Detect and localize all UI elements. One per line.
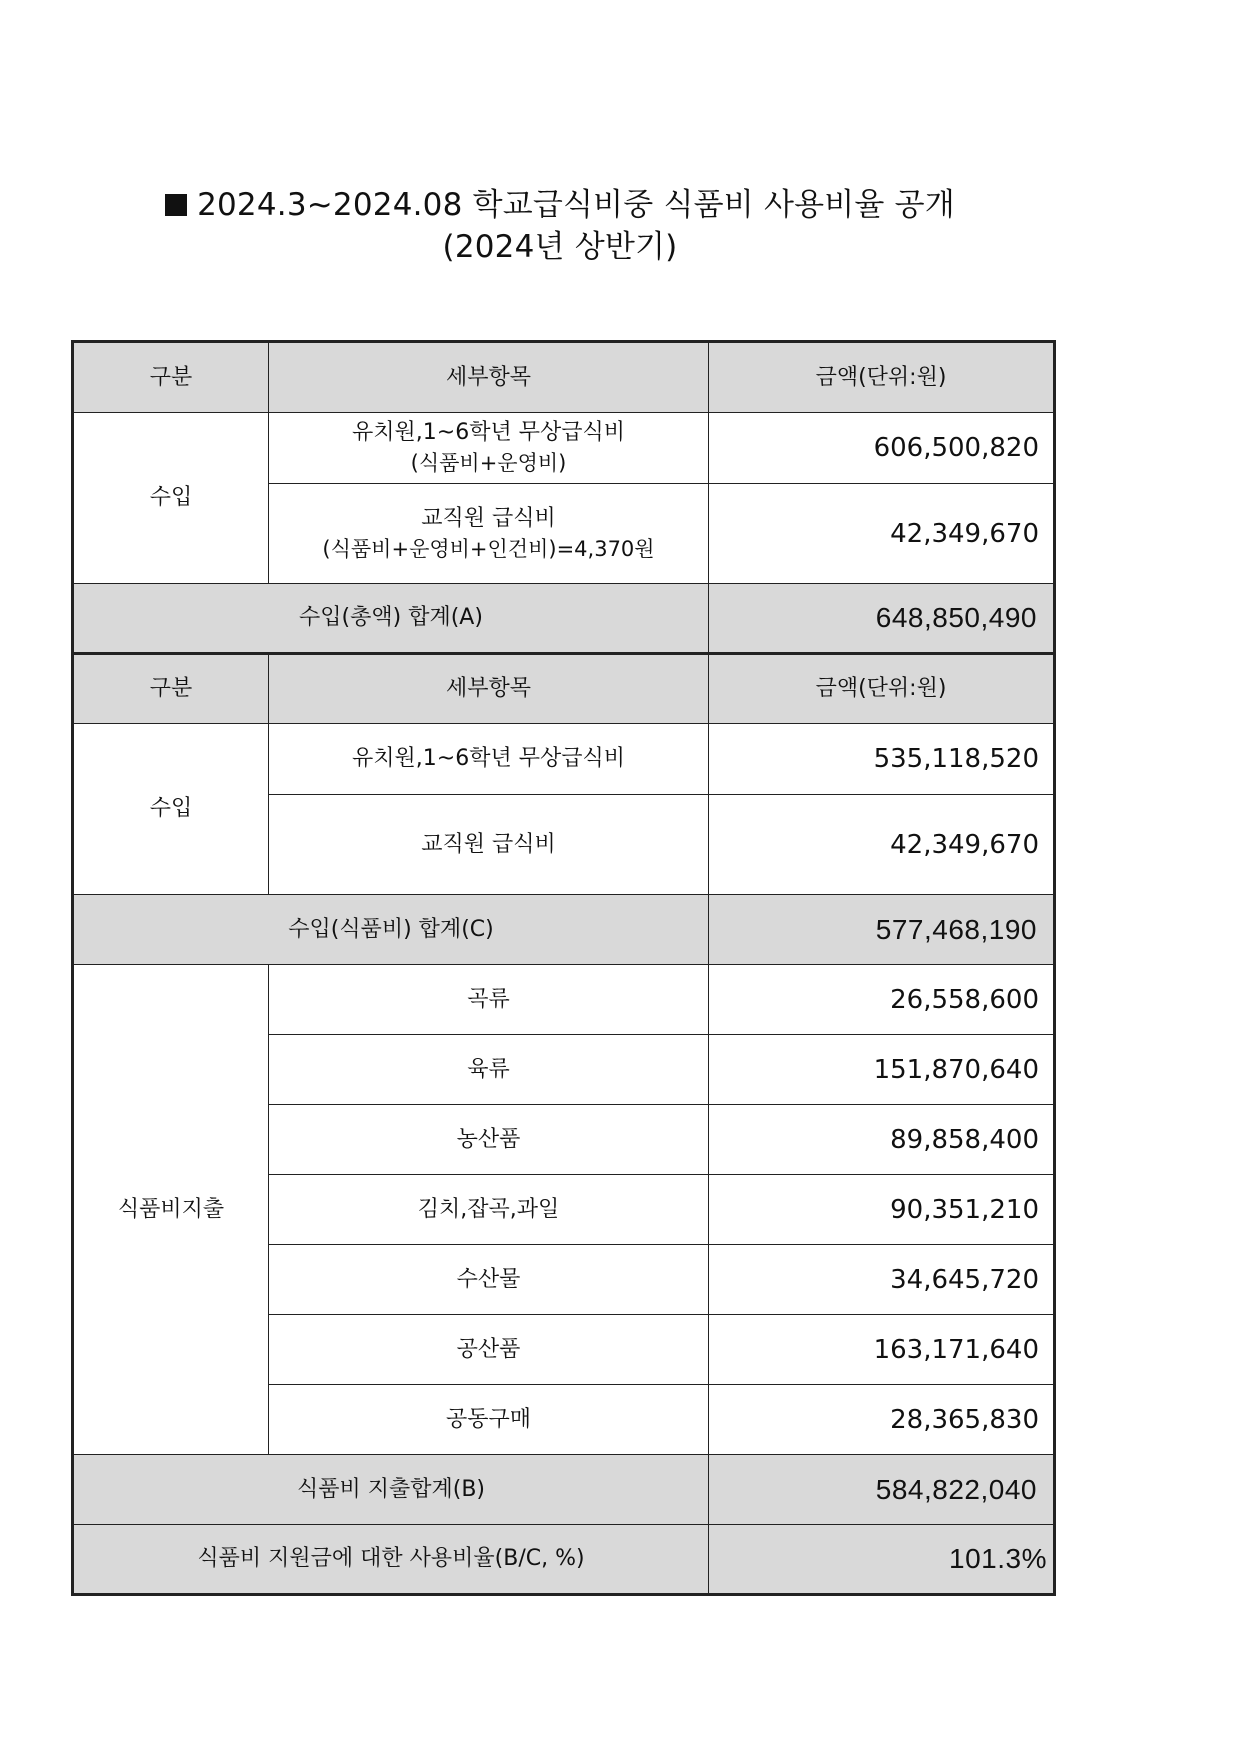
amount-cell: 606,500,820 [709, 413, 1055, 484]
header-category: 구분 [73, 342, 269, 413]
amount-cell: 28,365,830 [709, 1385, 1055, 1455]
title-line-2: (2024년 상반기) [442, 229, 678, 265]
food-expense-table [71, 340, 1056, 1596]
item-cell [269, 413, 709, 484]
item-line-2: (식품비+운영비) [410, 451, 567, 475]
expense-category-cell: 식품비지출 [73, 965, 269, 1455]
amount-cell: 26,558,600 [709, 965, 1055, 1035]
sum-row-c [73, 895, 1055, 965]
table-row [73, 965, 1055, 1035]
item-cell: 교직원 급식비 [269, 795, 709, 895]
header-category: 구분 [73, 654, 269, 724]
amount-cell: 535,118,520 [709, 724, 1055, 795]
sum-amount: 584,822,040 [709, 1455, 1055, 1525]
amount-cell: 42,349,670 [709, 484, 1055, 584]
ratio-row [73, 1525, 1055, 1595]
income-category-cell: 수입 [73, 724, 269, 895]
sum-row-b [73, 1455, 1055, 1525]
item-cell: 공동구매 [269, 1385, 709, 1455]
ratio-value: 101.3% [709, 1525, 1055, 1595]
item-cell: 유치원,1~6학년 무상급식비 [269, 724, 709, 795]
sum-label: 식품비 지출합계(B) [73, 1455, 709, 1525]
item-cell: 김치,잡곡,과일 [269, 1175, 709, 1245]
header-row [73, 342, 1055, 413]
header-amount: 금액(단위:원) [709, 654, 1055, 724]
sum-amount: 577,468,190 [709, 895, 1055, 965]
item-line-1: 교직원 급식비 [421, 505, 556, 531]
header-row [73, 654, 1055, 724]
header-amount: 금액(단위:원) [709, 342, 1055, 413]
item-cell: 공산품 [269, 1315, 709, 1385]
item-cell: 육류 [269, 1035, 709, 1105]
amount-cell: 89,858,400 [709, 1105, 1055, 1175]
income-category-cell: 수입 [73, 413, 269, 584]
sum-row-a [73, 584, 1055, 654]
sum-amount: 648,850,490 [709, 584, 1055, 654]
amount-cell: 90,351,210 [709, 1175, 1055, 1245]
square-bullet-icon [165, 194, 187, 216]
ratio-label: 식품비 지원금에 대한 사용비율(B/C, %) [73, 1525, 709, 1595]
header-item: 세부항목 [269, 654, 709, 724]
table-row [73, 724, 1055, 795]
sum-label: 수입(식품비) 합계(C) [73, 895, 709, 965]
title-line-1: 2024.3~2024.08 학교급식비중 식품비 사용비율 공개 [197, 187, 955, 223]
sum-label: 수입(총액) 합계(A) [73, 584, 709, 654]
item-cell: 수산물 [269, 1245, 709, 1315]
amount-cell: 151,870,640 [709, 1035, 1055, 1105]
item-cell: 곡류 [269, 965, 709, 1035]
item-line-2: (식품비+운영비+인건비)=4,370원 [322, 536, 655, 561]
amount-cell: 42,349,670 [709, 795, 1055, 895]
page-title [0, 186, 1120, 266]
amount-cell: 34,645,720 [709, 1245, 1055, 1315]
header-item: 세부항목 [269, 342, 709, 413]
item-cell: 농산품 [269, 1105, 709, 1175]
item-cell [269, 484, 709, 584]
item-line-1: 유치원,1~6학년 무상급식비 [352, 420, 625, 445]
amount-cell: 163,171,640 [709, 1315, 1055, 1385]
table-row [73, 413, 1055, 484]
